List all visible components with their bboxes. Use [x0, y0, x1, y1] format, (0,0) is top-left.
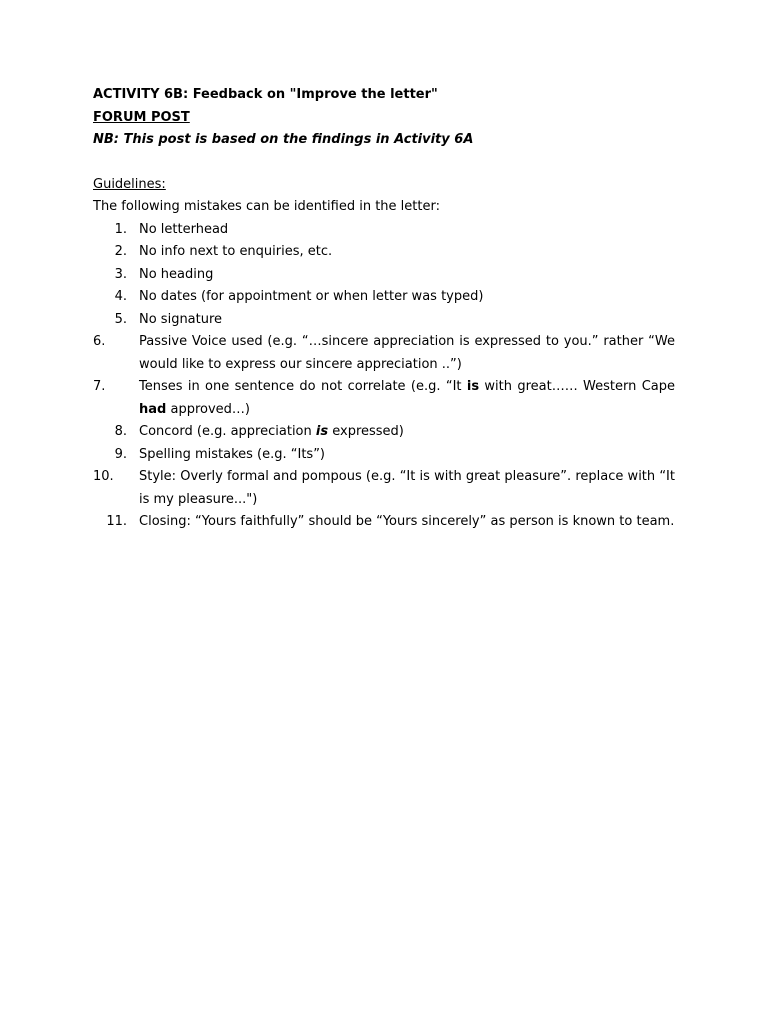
list-number: 3.: [114, 266, 127, 282]
list-item: [93, 444, 675, 467]
list-text-part: Tenses in one sentence do not correlate (e.g. “It: [139, 379, 467, 394]
list-text-part: expressed): [328, 424, 404, 439]
spacer: [93, 152, 675, 174]
guidelines-intro: The following mistakes can be identified in the letter:: [93, 199, 440, 214]
list-text: Style: Overly formal and pompous (e.g. “It is with great pleasure”. replace with “It is my pleasure..."): [139, 469, 675, 507]
list-number: 7.: [93, 379, 106, 394]
mistakes-list: [93, 219, 675, 534]
list-item: [93, 376, 675, 421]
list-text-part: with great…… Western Cape: [479, 379, 676, 394]
list-number: 9.: [114, 446, 127, 462]
list-text: No info next to enquiries, etc.: [139, 244, 333, 259]
list-number: 5.: [114, 311, 127, 327]
list-item: [93, 309, 675, 332]
list-text-part: Concord (e.g. appreciation: [139, 424, 316, 439]
list-item: [93, 331, 675, 376]
list-item: [93, 264, 675, 287]
list-text: Spelling mistakes (e.g. “Its”): [139, 446, 326, 462]
document-body: [93, 84, 675, 534]
list-text: No letterhead: [139, 221, 229, 237]
list-text: Passive Voice used (e.g. “…sincere appreciation is expressed to you.” rather “We would like to express our sincere appreciation ..”): [139, 334, 675, 372]
list-text: No dates (for appointment or when letter was typed): [139, 289, 484, 304]
list-item: [93, 511, 675, 534]
forum-post-heading: FORUM POST: [93, 109, 190, 125]
list-number: 1.: [114, 221, 127, 237]
list-item: [93, 466, 675, 511]
list-number: 2.: [114, 244, 127, 259]
list-item: [93, 421, 675, 444]
list-number: 10.: [93, 469, 114, 484]
emphasis-had: had: [139, 401, 167, 417]
list-item: [93, 241, 675, 264]
activity-title: ACTIVITY 6B: Feedback on "Improve the letter": [93, 87, 438, 102]
list-number: 8.: [114, 424, 127, 439]
list-text-part: approved…): [166, 401, 250, 417]
emphasis-is: is: [315, 424, 329, 439]
list-number: 4.: [114, 289, 127, 304]
list-text: Closing: “Yours faithfully” should be “Yours sincerely” as person is known to team.: [139, 514, 675, 529]
nb-note: NB: This post is based on the findings in Activity 6A: [93, 132, 474, 147]
emphasis-is: is: [466, 379, 480, 394]
list-text: No signature: [139, 311, 223, 327]
list-number: 11.: [106, 514, 127, 529]
guidelines-heading: Guidelines:: [93, 176, 166, 192]
list-text: No heading: [139, 266, 214, 282]
list-number: 6.: [93, 334, 106, 349]
list-item: [93, 219, 675, 242]
list-item: [93, 286, 675, 309]
